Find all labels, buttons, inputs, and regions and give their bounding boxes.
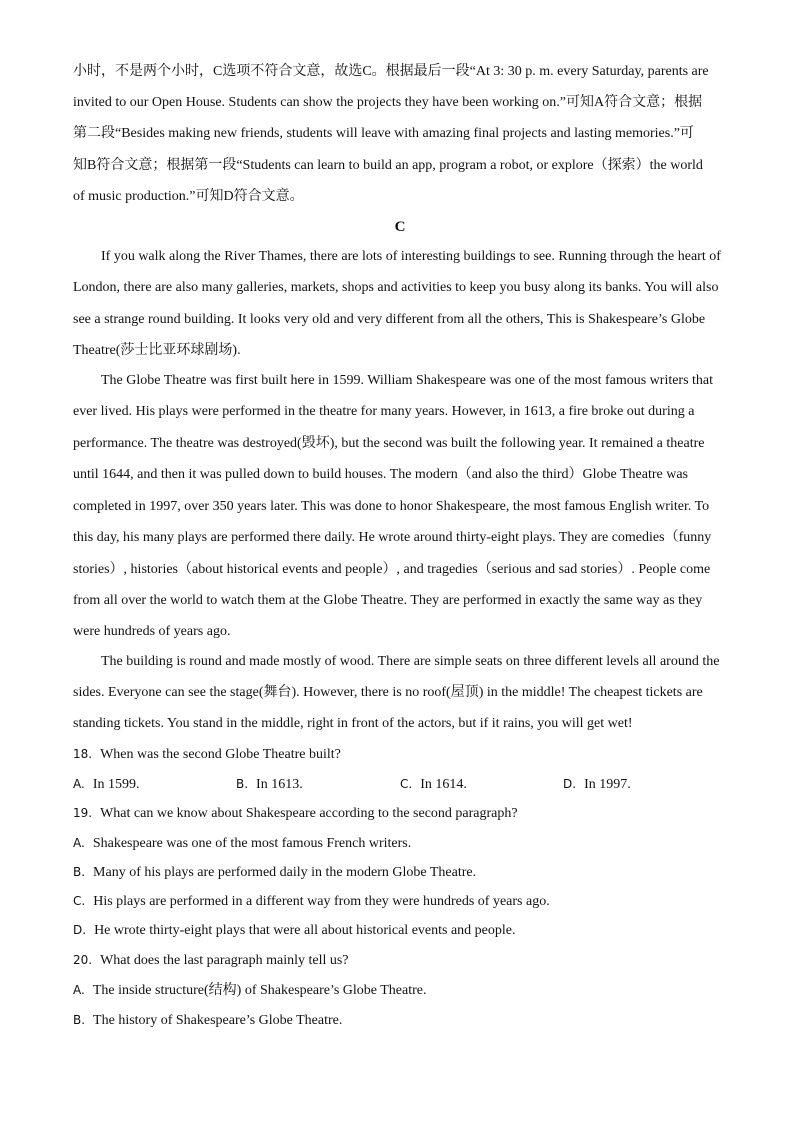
question-text: What does the last paragraph mainly tell us? [100, 953, 349, 968]
passage-line: from all over the world to watch them at the Globe Theatre. They are performed in exactly the same way as they [73, 593, 703, 608]
q19-option-b[interactable] [73, 862, 733, 883]
option-letter: D. [563, 777, 577, 791]
option-text: His plays are performed in a different way from they were hundreds of years ago. [93, 894, 550, 909]
q19-option-c[interactable] [73, 891, 733, 912]
option-text: In 1613. [256, 777, 303, 792]
option-letter: B. [73, 1013, 86, 1027]
passage-line: this day, his many plays are performed there daily. He wrote around thirty-eight plays. They are comedies（funny [73, 530, 712, 545]
question-number: 20. [73, 953, 93, 967]
q18-option-d[interactable] [563, 774, 631, 795]
option-text: Many of his plays are performed daily in the modern Globe Theatre. [93, 865, 477, 880]
q19-option-a[interactable] [73, 833, 733, 854]
option-letter: A. [73, 777, 85, 791]
option-letter: C. [400, 777, 413, 791]
passage-line: The Globe Theatre was first built here in 1599. William Shakespeare was one of the most famous writers that [101, 373, 714, 388]
q19-option-d[interactable] [73, 920, 733, 941]
option-letter: C. [73, 894, 86, 908]
option-letter: D. [73, 923, 87, 937]
q18-option-c[interactable] [400, 774, 467, 795]
intro-line: invited to our Open House. Students can show the projects they have been working on.”可知A符合文意；根据 [73, 95, 703, 110]
q18-option-a[interactable] [73, 774, 139, 795]
question-19 [73, 803, 733, 824]
passage-line: stories）, histories（about historical events and people）, and tragedies（serious and sad stories）. People come [73, 562, 711, 577]
section-title: C [394, 219, 406, 235]
passage-line: sides. Everyone can see the stage(舞台). However, there is no roof(屋顶) in the middle! The cheapest tickets are [73, 685, 703, 700]
q18-option-b[interactable] [236, 774, 303, 795]
q20-option-a[interactable] [73, 980, 733, 1001]
q20-option-b[interactable] [73, 1010, 733, 1031]
passage-line: standing tickets. You stand in the middle, right in front of the actors, but if it rains, you will get wet! [73, 716, 633, 731]
question-text: When was the second Globe Theatre built? [100, 747, 341, 762]
option-text: In 1599. [92, 777, 140, 792]
question-18 [73, 744, 733, 765]
passage-line: ever lived. His plays were performed in the theatre for many years. However, in 1613, a fire broke out during a [73, 404, 695, 419]
option-text: In 1997. [584, 777, 631, 792]
option-letter: B. [73, 865, 86, 879]
option-letter: B. [236, 777, 249, 791]
passage-line: completed in 1997, over 350 years later. This was done to honor Shakespeare, the most famous English writer. To [73, 499, 710, 514]
question-20 [73, 950, 733, 971]
question-text: What can we know about Shakespeare according to the second paragraph? [100, 806, 518, 821]
intro-line: 小时，不是两个小时，C选项不符合文意，故选C。根据最后一段“At 3: 30 p. m. every Saturday, parents are [73, 64, 709, 79]
option-text: The history of Shakespeare’s Globe Theatre. [93, 1013, 343, 1028]
passage-line: performance. The theatre was destroyed(毁坏), but the second was built the following year. It remained a theatre [73, 436, 705, 451]
option-letter: A. [73, 836, 85, 850]
question-number: 18. [73, 747, 93, 761]
passage-line: London, there are also many galleries, markets, shops and activities to keep you busy along its banks. You will also [73, 280, 719, 295]
passage-line: see a strange round building. It looks very old and very different from all the others, This is Shakespeare’s Globe [73, 312, 706, 327]
option-text: In 1614. [420, 777, 467, 792]
intro-line: 知B符合文意；根据第一段“Students can learn to build an app, program a robot, or explore（探索）the world [73, 158, 703, 173]
option-text: Shakespeare was one of the most famous French writers. [92, 836, 412, 851]
passage-line: Theatre(莎士比亚环球剧场). [73, 343, 241, 358]
option-letter: A. [73, 983, 85, 997]
intro-line: of music production.”可知D符合文意。 [73, 189, 304, 204]
intro-line: 第二段“Besides making new friends, students will leave with amazing final projects and lasting memories.”可 [73, 126, 694, 141]
passage-line: If you walk along the River Thames, there are lots of interesting buildings to see. Running through the heart of [101, 249, 721, 264]
passage-line: The building is round and made mostly of wood. There are simple seats on three different levels all around the [101, 654, 720, 669]
passage-line: were hundreds of years ago. [73, 624, 231, 639]
passage-line: until 1644, and then it was pulled down to build houses. The modern（and also the third）Globe Theatre was [73, 467, 688, 482]
option-text: He wrote thirty-eight plays that were all about historical events and people. [94, 923, 516, 938]
option-text: The inside structure(结构) of Shakespeare’s Globe Theatre. [92, 983, 427, 998]
question-number: 19. [73, 806, 93, 820]
